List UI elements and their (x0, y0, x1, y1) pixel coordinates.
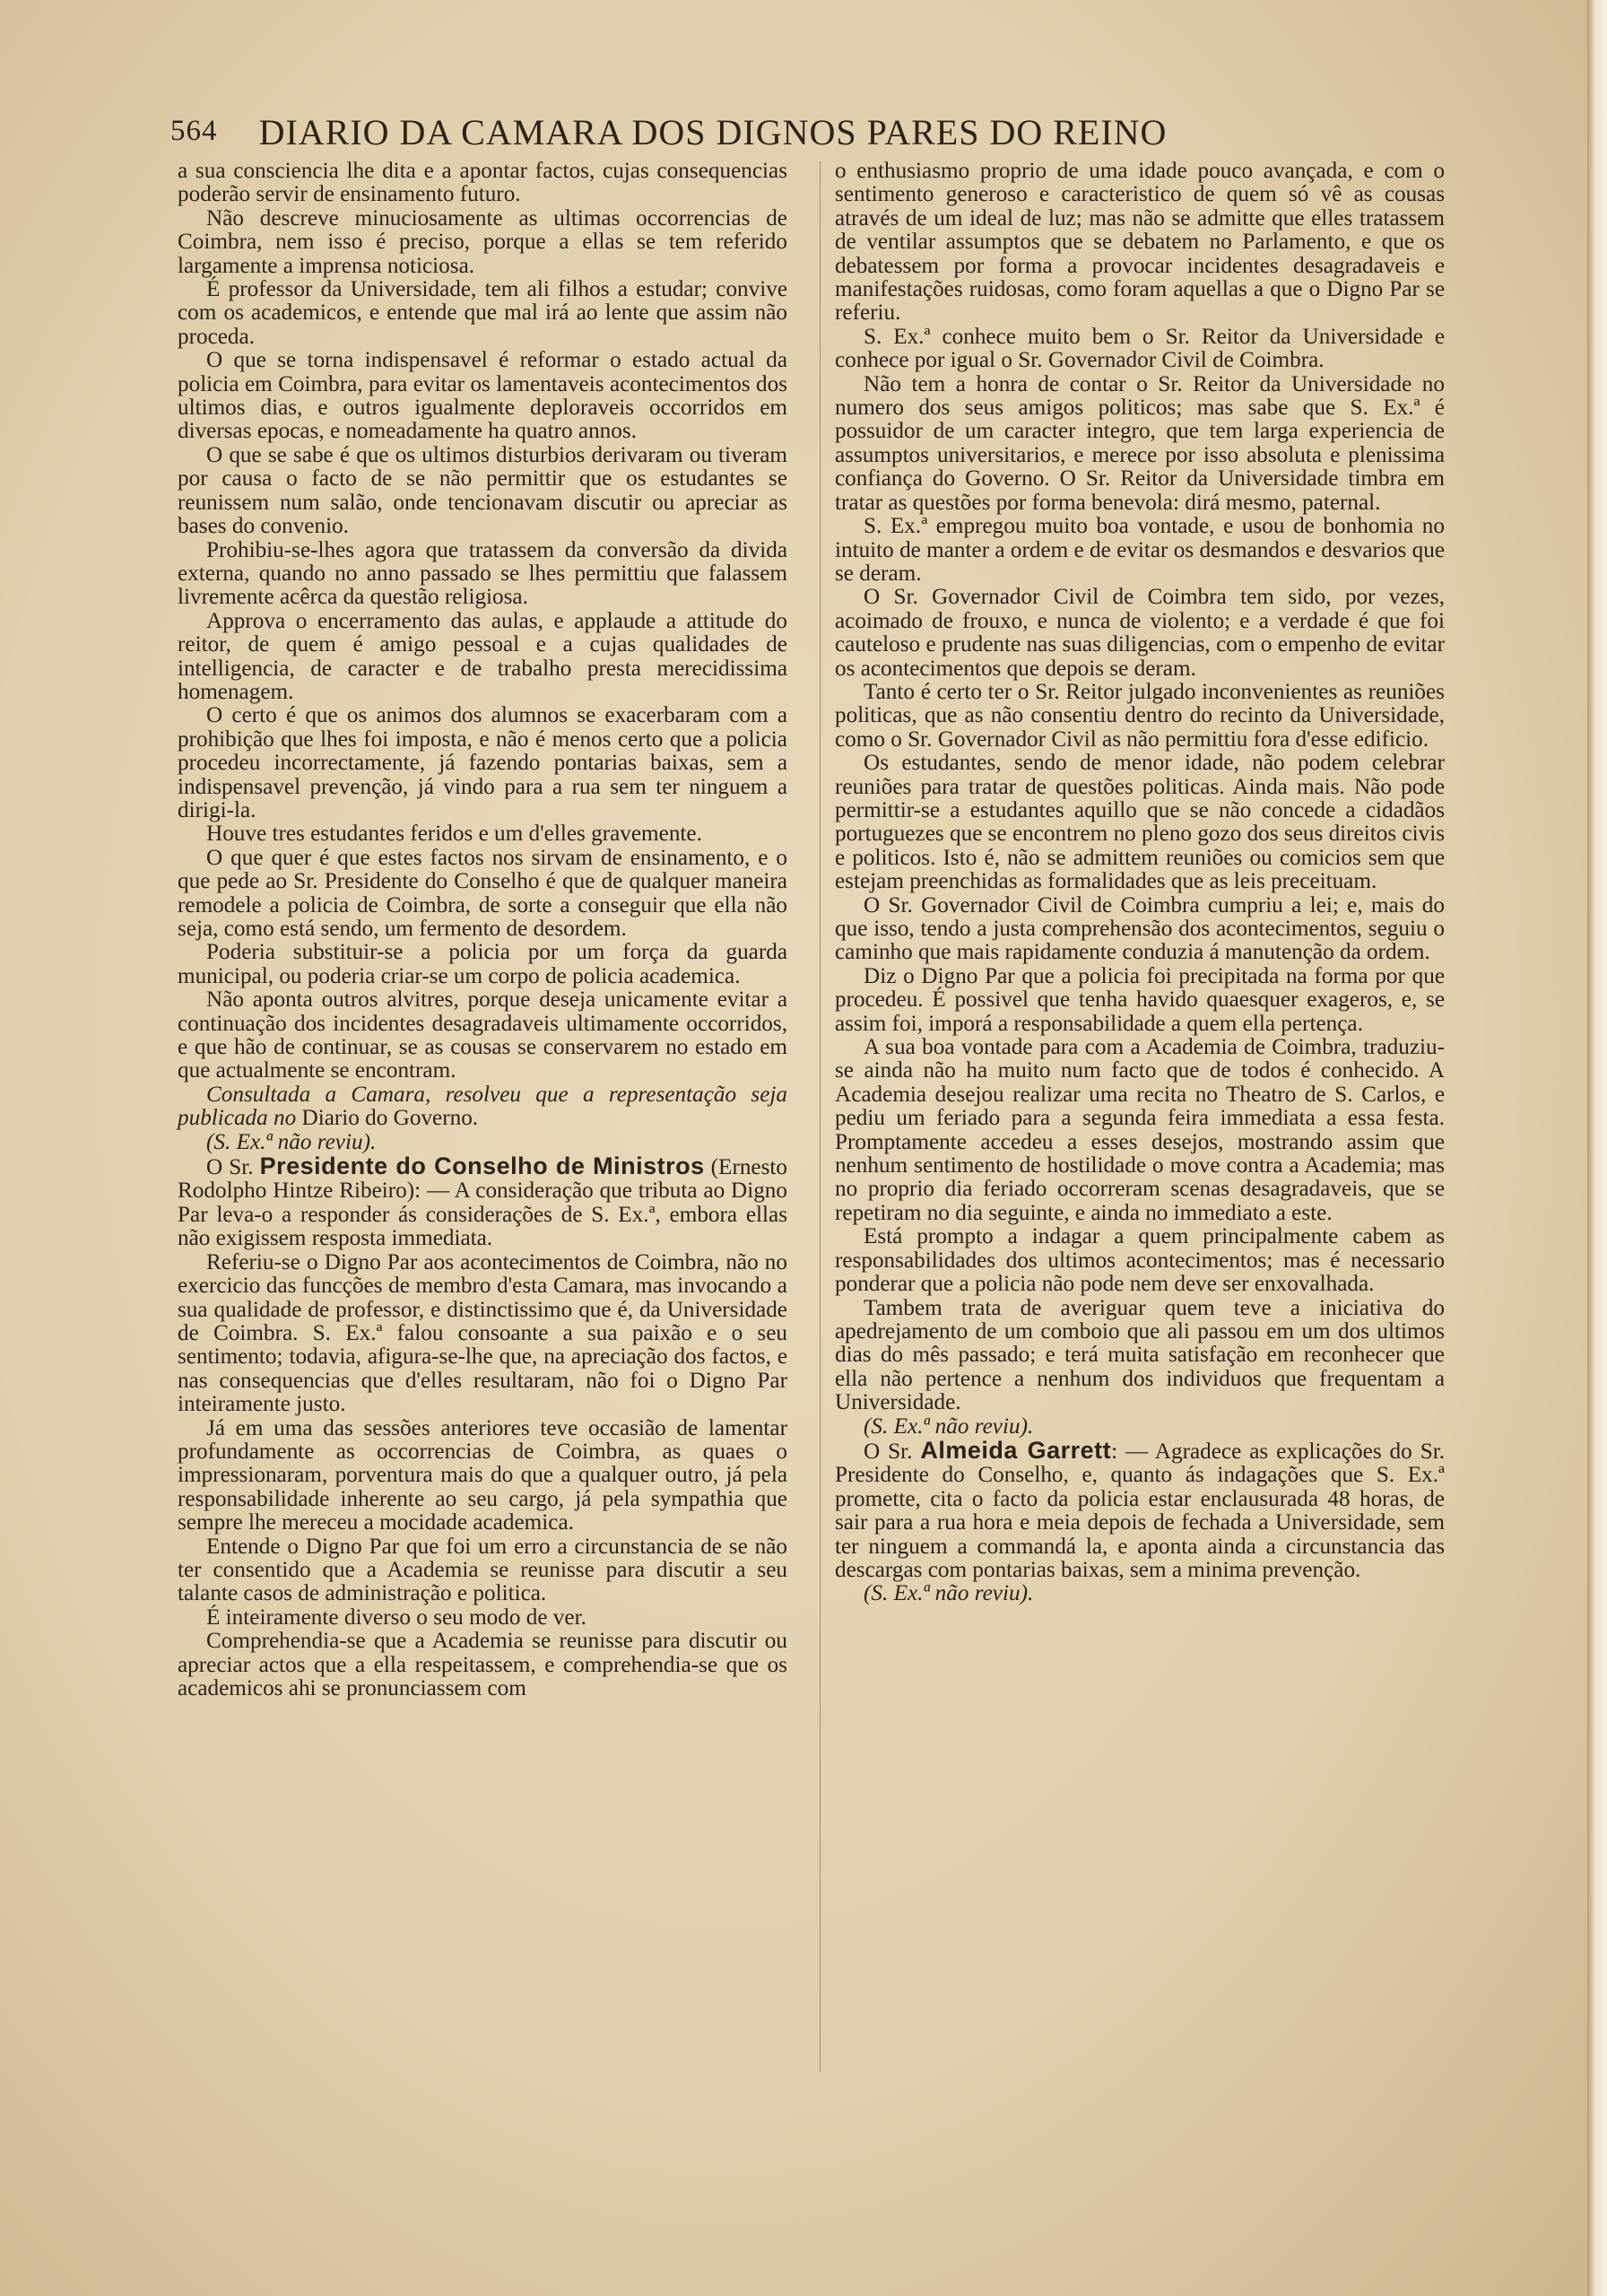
paragraph: Não descreve minuciosamente as ultimas occorrencias de Coimbra, nem isso é preciso, porque a ellas se tem referido largamente a imprensa noticiosa. (178, 205, 787, 278)
speech-text: (Ernesto Rodolpho Hintze Ribeiro): — A consideração que tributa ao Digno Par leva-o a responder ás considerações de S. Ex.ª, embora ellas não exigissem resposta immediata. (178, 1155, 787, 1251)
paragraph: O Sr. Governador Civil de Coimbra cumpriu a lei; e, mais do que isso, tendo a justa comprehensão dos acontecimentos, seguiu o caminho que mais rapidamente conduzia á manutenção da ordem. (835, 892, 1445, 965)
running-title: DIARIO DA CAMARA DOS DIGNOS PARES DO REINO (258, 112, 1168, 152)
revision-note: (S. Ex.ª não reviu). (864, 1413, 1034, 1439)
paragraph: Entende o Digno Par que foi um erro a circunstancia de se não ter consentido que a Academia se reunisse para discutir a seu talante casos de administração e politica. (178, 1534, 787, 1606)
right-column (835, 160, 1445, 1606)
page-edge (1587, 0, 1607, 2296)
resolution-note (178, 1083, 787, 1131)
paragraph: É inteiramente diverso o seu modo de ver. (206, 1605, 586, 1630)
paragraph: Poderia substituir-se a policia por um força da guarda municipal, ou poderia criar-se um corpo de policia academica. (178, 940, 787, 988)
paragraph: Não tem a honra de contar o Sr. Reitor da Universidade no numero dos seus amigos politicos; mas sabe que S. Ex.ª é possuidor de um caracter integro, que tem larga experiencia de assumptos universitarios, e merece por isso absoluta e plenissima confiança do Governo. O Sr. Reitor da Universidade timbra em tratar as questões por forma benevola: dirá mesmo, paternal. (835, 371, 1445, 515)
paragraph: Está prompto a indagar a quem principalmente cabem as responsabilidades dos ultimos acontecimentos; mas é necessario ponderar que a policia não pode nem deve ser enxovalhada. (835, 1224, 1445, 1297)
speech-paragraph (835, 1436, 1445, 1582)
paragraph: Os estudantes, sendo de menor idade, não podem celebrar reuniões para tratar de questões politicas. Ainda mais. Não pode permittir-se a estudantes aquillo que se não concede a cidadãos portuguezes que se encontrem no pleno gozo dos seus direitos civis e politicos. Isto é, não se admittem reuniões ou comicios sem que estejam preenchidas as formalidades que as leis preceituam. (835, 751, 1445, 894)
page-number: 564 (170, 115, 218, 147)
paragraph: O que se torna indispensavel é reformar o estado actual da policia em Coimbra, para evitar os lamentaveis acontecimentos dos ultimos dias, e outros igualmente deploraveis occorridos em diversas epocas, e nomeadamente ha quatro annos. (178, 348, 787, 444)
paragraph: Approva o encerramento das aulas, e applaude a attitude do reitor, de quem é amigo pessoal e a cujas qualidades de intelligencia, de caracter e de trabalho presta merecidissima homenagem. (178, 608, 787, 704)
speaker-prefix: O Sr. (206, 1155, 260, 1180)
column-rule (820, 161, 821, 2072)
resolution-tail: Diario do Governo. (296, 1106, 479, 1131)
speaker-name: Presidente do Conselho de Ministros (259, 1152, 705, 1180)
paragraph: Diz o Digno Par que a policia foi precipitada na forma por que procedeu. É possivel que tenha havido quaesquer exageros, e, se assim foi, imporá a responsabilidade a quem ella pertença. (835, 963, 1445, 1036)
paragraph-continuation: a sua consciencia lhe dita e a apontar factos, cujas consequencias poderão servir de ensinamento futuro. (178, 159, 787, 207)
paragraph: Houve tres estudantes feridos e um d'elles gravemente. (206, 822, 702, 847)
paragraph: Referiu-se o Digno Par aos acontecimentos de Coimbra, não no exercicio das funcções de membro d'esta Camara, mas invocando a sua qualidade de professor, e distinctissimo que é, da Universidade de Coimbra. S. Ex.ª falou consoante a sua paixão e o seu sentimento; todavia, afigura-se-lhe que, na apreciação dos factos, e nas consequencias que d'elles resultaram, não foi o Digno Par inteiramente justo. (178, 1249, 787, 1417)
paragraph: É professor da Universidade, tem ali filhos a estudar; convive com os academicos, e entende que mal irá ao lente que assim não proceda. (178, 277, 787, 349)
paragraph: Prohibiu-se-lhes agora que tratassem da conversão da divida externa, quando no anno passado se lhes permittiu que falassem livremente acêrca da questão religiosa. (178, 537, 787, 610)
speaker-prefix: O Sr. (864, 1439, 921, 1464)
left-column (178, 160, 787, 1700)
paragraph: Não aponta outros alvitres, porque deseja unicamente evitar a continuação dos incidentes desagradaveis ultimamente occorridos, e que hão de continuar, se as cousas se conservarem no estado em que actualmente se encontram. (178, 987, 787, 1083)
paragraph: O Sr. Governador Civil de Coimbra tem sido, por vezes, acoimado de frouxo, e nunca de violento; e a verdade é que foi cauteloso e prudente nas suas diligencias, com o empenho de evitar os acontecimentos que depois se deram. (835, 585, 1445, 681)
paragraph: O que quer é que estes factos nos sirvam de ensinamento, e o que pede ao Sr. Presidente do Conselho é que de qualquer maneira remodele a policia de Coimbra, de sorte a conseguir que ella não seja, como está sendo, um fermento de desordem. (178, 845, 787, 941)
paragraph: Tambem trata de averiguar quem teve a iniciativa do apedrejamento de um comboio que ali passou em um dos ultimos dias do mês passado; e terá muita satisfação em reconhecer que ella não pertence a nenhum dos individuos que frequentam a Universidade. (835, 1295, 1445, 1415)
paragraph: O que se sabe é que os ultimos disturbios derivaram ou tiveram por causa o facto de se não permittir que os estudantes se reunissem num salão, onde tencionavam discutir ou apreciar as bases do convenio. (178, 442, 787, 539)
paragraph-continuation: o enthusiasmo proprio de uma idade pouco avançada, e com o sentimento generoso e caracteristico de quem só vê as cousas através de um ideal de luz; mas não se admitte que elles tratassem de ventilar assumptos que se debatem no Parlamento, e que os debatessem por forma a provocar incidentes desagradaveis e manifestações ruidosas, como foram aquellas a que o Digno Par se referiu. (835, 159, 1445, 326)
resolution-italic: Consultada a Camara, resolveu que a representação seja publicada no (178, 1082, 787, 1131)
paragraph: Comprehendia-se que a Academia se reunisse para discutir ou apreciar actos que a ella respeitassem, e comprehendia-se que os academicos ahi se pronunciassem com (178, 1629, 787, 1700)
revision-note: (S. Ex.ª não reviu). (206, 1129, 377, 1154)
paragraph: A sua boa vontade para com a Academia de Coimbra, traduziu-se ainda não ha muito num facto que de todos é conhecido. A Academia desejou realizar uma recita no Theatro de S. Carlos, e pediu um feriado para a segunda feira immediata a essa festa. Promptamente accedeu a esses desejos, mostrando assim que nenhum sentimento de hostilidade o move contra a Academia; mas no proprio dia feriado occorreram scenas desagradaveis, que se repetiram no dia seguinte, e ainda no immediato a este. (835, 1035, 1445, 1225)
paragraph: O certo é que os animos dos alumnos se exacerbaram com a prohibição que lhes foi imposta, e não é menos certo que a policia procedeu incorrectamente, já fazendo pontarias baixas, sem a indispensavel prevenção, já vindo para a rua sem ter ninguem a dirigi-la. (178, 703, 787, 822)
speaker-name: Almeida Garrett (920, 1436, 1112, 1464)
paragraph: Já em uma das sessões anteriores teve occasião de lamentar profundamente as occorrencias de Coimbra, as quaes o impressionaram, porventura mais do que a qualquer outro, já pela responsabilidade inherente ao seu cargo, já pela sympathia que sempre lhe mereceu a mocidade academica. (178, 1415, 787, 1535)
paragraph: S. Ex.ª empregou muito boa vontade, e usou de bonhomia no intuito de manter a ordem e de evitar os desmandos e desvarios que se deram. (835, 514, 1445, 586)
page-header (170, 106, 1229, 160)
revision-note: (S. Ex.ª não reviu). (864, 1581, 1034, 1606)
paragraph: Tanto é certo ter o Sr. Reitor julgado inconvenientes as reuniões politicas, que as não consentiu dentro do recinto da Universidade, como o Sr. Governador Civil as não permittiu fora d'esse edificio. (835, 679, 1445, 752)
speech-paragraph (178, 1154, 787, 1251)
speech-text: : — Agradece as explicações do Sr. Presidente do Conselho, e, quanto ás indagações que S. Ex.ª promette, cita o facto da policia estar enclausurada 48 horas, de sair para a rua hora e meia depois de fechada a Universidade, sem ter ninguem a commandá la, e aponta ainda a circunstancia das descargas com pontarias baixas, sem a minima prevenção. (835, 1439, 1445, 1582)
paragraph: S. Ex.ª conhece muito bem o Sr. Reitor da Universidade e conhece por igual o Sr. Governador Civil de Coimbra. (835, 324, 1445, 373)
